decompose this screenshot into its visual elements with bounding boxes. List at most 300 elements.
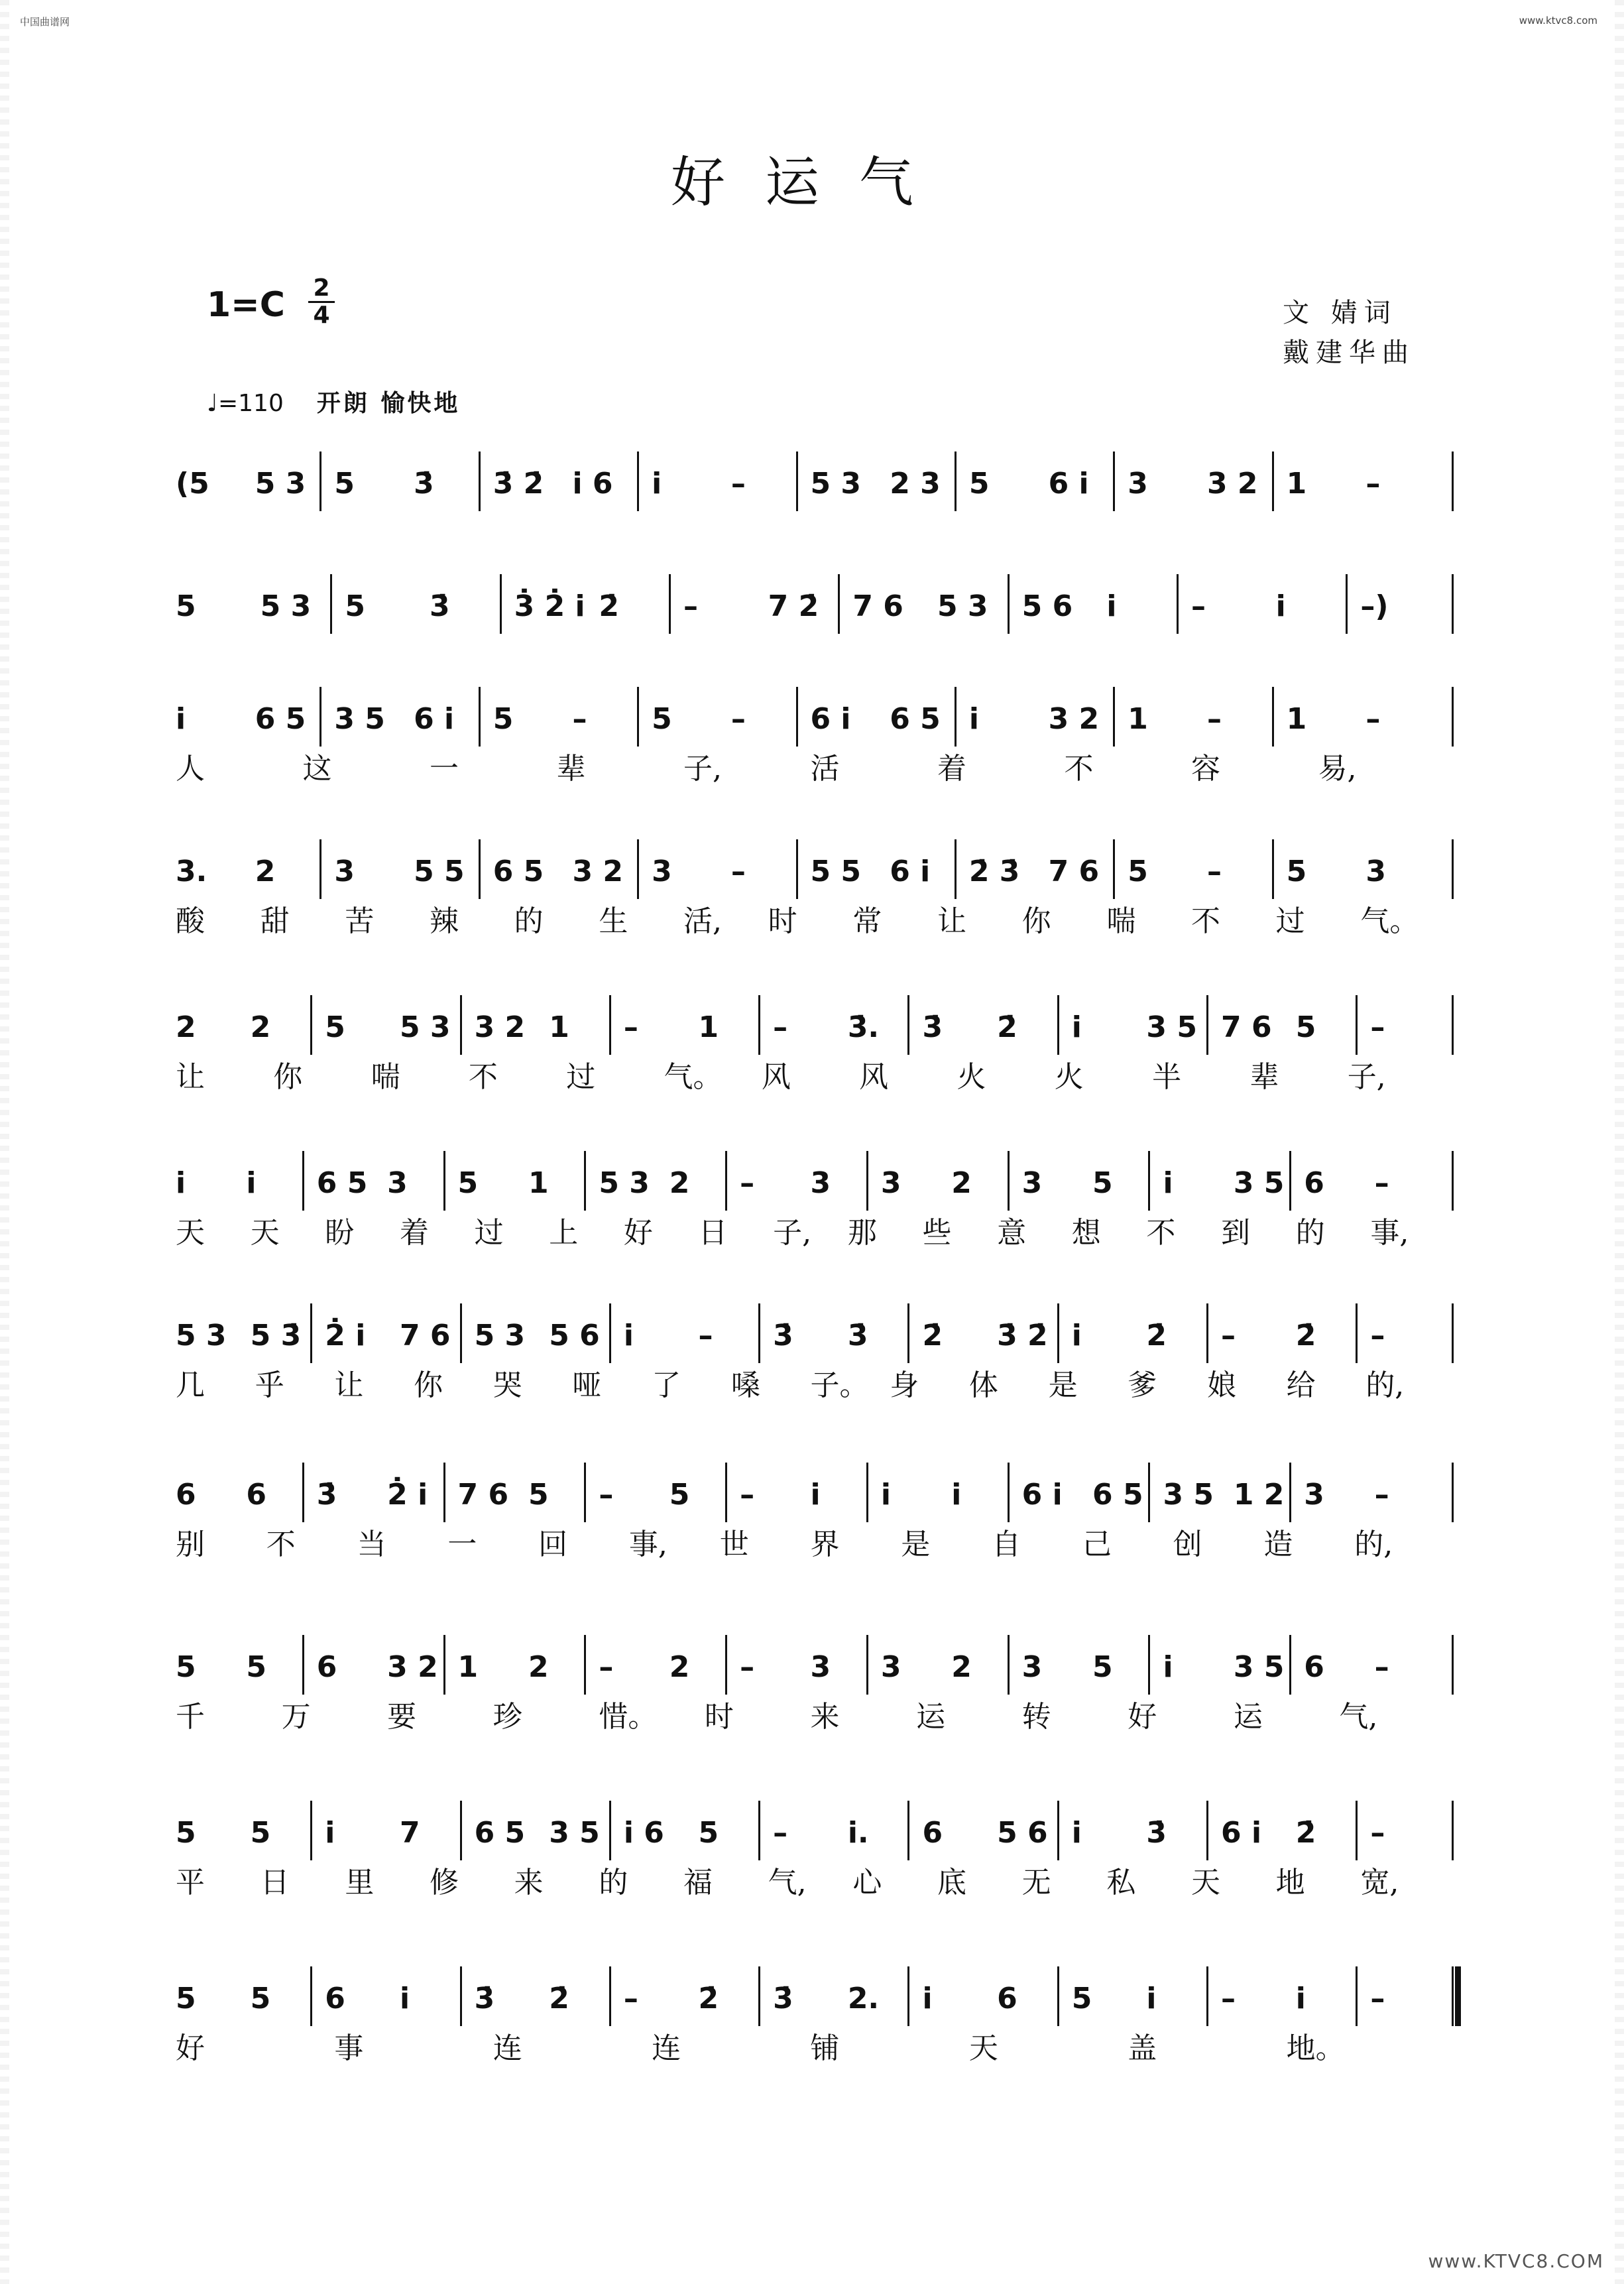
bar-line	[1289, 1463, 1291, 1522]
note: 3 5	[334, 702, 385, 736]
note: 6	[176, 1478, 196, 1512]
note: –	[1374, 1650, 1389, 1684]
note: 3	[652, 855, 672, 888]
bar-line	[500, 574, 502, 634]
lyric-char: 天	[250, 1216, 280, 1250]
bar-line	[1452, 1801, 1454, 1860]
lyric-char: 连	[652, 2031, 681, 2065]
lyric-char: 喘	[371, 1060, 400, 1094]
note: 3 2	[387, 1650, 438, 1684]
lyric-char: 容	[1191, 752, 1220, 786]
lyric-char: 让	[937, 904, 966, 938]
note: 2̇	[922, 1319, 943, 1352]
note: 2̇	[1146, 1319, 1167, 1352]
note: –	[683, 589, 698, 623]
note: 5	[669, 1478, 690, 1512]
lyric-char: 常	[852, 904, 882, 938]
note: –	[623, 1010, 638, 1044]
lyric-char: 气,	[768, 1866, 807, 1899]
lyric-char: 易,	[1318, 752, 1357, 786]
lyric-char: 地	[1275, 1866, 1305, 1899]
bar-line	[1452, 451, 1454, 511]
note: –	[1221, 1319, 1236, 1352]
lyric-char: 的,	[1354, 1528, 1393, 1561]
note: –	[740, 1166, 755, 1200]
note: –	[730, 855, 746, 888]
note: –	[1370, 1010, 1385, 1044]
note: 3̇	[414, 467, 434, 501]
note: 6	[922, 1816, 943, 1850]
note: 3	[1365, 855, 1386, 888]
bar-line	[758, 995, 760, 1055]
note: 5	[176, 1816, 196, 1850]
note: –	[1191, 589, 1206, 623]
note: i	[880, 1478, 891, 1512]
lyric-char: 事,	[1370, 1216, 1409, 1250]
lyric-char: 一	[430, 752, 459, 786]
lyric-char: 想	[1071, 1216, 1101, 1250]
bar-line	[796, 451, 798, 511]
bar-line	[637, 451, 639, 511]
note: 5 3̇	[250, 1319, 302, 1352]
lyric-char: 天	[968, 2031, 998, 2065]
bar-line	[319, 839, 321, 899]
lyric-char: 自	[992, 1528, 1021, 1561]
bar-line	[460, 1801, 462, 1860]
note: –	[730, 702, 746, 736]
lyric-char: 辈	[556, 752, 586, 786]
note: i	[1106, 589, 1117, 623]
lyric-char: 福	[683, 1866, 713, 1899]
lyric-char: 风	[859, 1060, 889, 1094]
lyric-char: 意	[997, 1216, 1027, 1250]
lyric-char: 好	[623, 1216, 653, 1250]
note: 5	[493, 702, 514, 736]
note: 2	[255, 855, 276, 888]
note: 2̇ i	[387, 1478, 428, 1512]
note: –	[599, 1650, 614, 1684]
note: 5 3	[810, 467, 862, 501]
bar-line	[479, 451, 481, 511]
bar-line	[1206, 1303, 1208, 1363]
bar-line	[1272, 451, 1274, 511]
note: i	[399, 1982, 410, 2015]
bar-line	[866, 1151, 868, 1211]
bar-line	[1057, 1966, 1059, 2026]
bar-line	[725, 1151, 727, 1211]
note: 5	[1071, 1982, 1092, 2015]
bar-line	[758, 1303, 760, 1363]
note: i 6	[623, 1816, 664, 1850]
note: 1	[1286, 702, 1307, 736]
note: 5	[345, 589, 365, 623]
lyric-char: 要	[387, 1700, 417, 1734]
note: 3	[1128, 467, 1148, 501]
bar-line	[1113, 687, 1115, 747]
lyric-char: 己	[1082, 1528, 1112, 1561]
note: 3̇	[773, 1982, 793, 2015]
note: 3̇	[847, 1319, 868, 1352]
lyric-char: 万	[281, 1700, 311, 1734]
bar-line	[1289, 1635, 1291, 1695]
note: 6 i	[810, 702, 851, 736]
site-name-left: 中国曲谱网	[20, 16, 70, 28]
note: i	[1071, 1010, 1082, 1044]
lyric-char: 那	[847, 1216, 877, 1250]
lyric-char: 让	[334, 1368, 364, 1402]
note: 3	[1304, 1478, 1324, 1512]
lyric-char: 不	[1146, 1216, 1176, 1250]
lyric-char: 的	[599, 1866, 628, 1899]
lyric-char: 心	[852, 1866, 882, 1899]
note: 5 6	[549, 1319, 600, 1352]
note: –	[599, 1478, 614, 1512]
note: 2 3	[890, 467, 941, 501]
note: 5	[528, 1478, 549, 1512]
note: 3̇	[922, 1010, 943, 1044]
final-bar-line	[1452, 1966, 1461, 2026]
note: i	[652, 467, 662, 501]
bar-line	[1057, 1801, 1059, 1860]
lyric-char: 你	[273, 1060, 303, 1094]
lyric-char: 上	[549, 1216, 579, 1250]
bar-line	[725, 1463, 727, 1522]
lyric-char: 回	[538, 1528, 568, 1561]
note: 5	[325, 1010, 345, 1044]
note: –	[572, 702, 587, 736]
lyric-char: 世	[719, 1528, 749, 1561]
note: –	[730, 467, 746, 501]
lyric-char: 宽,	[1360, 1866, 1399, 1899]
bar-line	[302, 1151, 304, 1211]
note: 7 6	[1221, 1010, 1272, 1044]
note: 3̇ 2̇	[493, 467, 544, 501]
lyric-char: 过	[566, 1060, 596, 1094]
bar-line	[866, 1635, 868, 1695]
bar-line	[955, 839, 957, 899]
note: 5 5	[810, 855, 862, 888]
bar-line	[1272, 687, 1274, 747]
bar-line	[907, 995, 909, 1055]
right-edge-pattern	[1615, 0, 1624, 2284]
note: 1 2	[1233, 1478, 1285, 1512]
note: 3 2	[1206, 467, 1258, 501]
note: 5 6	[1021, 589, 1073, 623]
bar-line	[443, 1151, 445, 1211]
lyric-char: 地。	[1286, 2031, 1345, 2065]
note: 5	[334, 467, 355, 501]
lyric-char: 日	[698, 1216, 728, 1250]
bar-line	[609, 995, 611, 1055]
note: 2	[951, 1166, 972, 1200]
note: i	[922, 1982, 933, 2015]
site-url-right: www.ktvc8.com	[1519, 15, 1597, 27]
lyric-char: 底	[937, 1866, 966, 1899]
bar-line	[460, 995, 462, 1055]
bar-line	[1148, 1151, 1150, 1211]
bar-line	[1057, 1303, 1059, 1363]
lyric-char: 天	[176, 1216, 205, 1250]
note: 6 5	[1092, 1478, 1143, 1512]
note: 3	[880, 1166, 901, 1200]
lyric-char: 这	[302, 752, 332, 786]
note: 3 5	[1233, 1650, 1285, 1684]
bar-line	[1356, 995, 1358, 1055]
lyric-char: 当	[357, 1528, 386, 1561]
note: i	[325, 1816, 335, 1850]
lyric-char: 生	[599, 904, 628, 938]
lyric-char: 娘	[1206, 1368, 1236, 1402]
note: 5 5	[414, 855, 465, 888]
bar-line	[796, 839, 798, 899]
bar-line	[1148, 1463, 1150, 1522]
lyric-char: 喘	[1106, 904, 1136, 938]
note: 5	[457, 1166, 479, 1200]
bar-line	[302, 1635, 304, 1695]
note: 5	[1092, 1650, 1113, 1684]
note: 2̇	[698, 1982, 719, 2015]
note: 7	[399, 1816, 420, 1850]
note: 6 5	[890, 702, 941, 736]
note: 5	[250, 1982, 271, 2015]
note: 5	[1295, 1010, 1316, 1044]
note: 3	[810, 1166, 831, 1200]
note: 5	[246, 1650, 266, 1684]
bar-line	[637, 687, 639, 747]
lyric-char: 人	[176, 752, 205, 786]
note: –	[773, 1010, 788, 1044]
lyric-char: 好	[176, 2031, 205, 2065]
note: –	[1374, 1478, 1389, 1512]
bar-line	[1452, 687, 1454, 747]
note: i	[623, 1319, 634, 1352]
lyric-char: 里	[345, 1866, 375, 1899]
lyric-char: 过	[474, 1216, 504, 1250]
lyric-char: 你	[1021, 904, 1051, 938]
lyric-char: 体	[968, 1368, 998, 1402]
lyric-char: 你	[414, 1368, 443, 1402]
bar-line	[1346, 574, 1348, 634]
lyric-char: 身	[890, 1368, 919, 1402]
tempo-marking: ♩=110 开朗 愉快地	[207, 390, 461, 417]
note: 6 5	[493, 855, 544, 888]
note: –	[1374, 1166, 1389, 1200]
lyric-char: 修	[430, 1866, 459, 1899]
note: 5	[176, 1982, 196, 2015]
lyric-char: 来	[810, 1700, 840, 1734]
lyric-char: 半	[1152, 1060, 1182, 1094]
lyric-char: 子,	[773, 1216, 812, 1250]
lyric-char: 活,	[683, 904, 722, 938]
note: 6	[1304, 1166, 1324, 1200]
bar-line	[479, 839, 481, 899]
lyric-char: 连	[493, 2031, 522, 2065]
bar-line	[1356, 1801, 1358, 1860]
lyric-char: 子。	[810, 1368, 869, 1402]
lyric-char: 哭	[493, 1368, 522, 1402]
bar-line	[1289, 1151, 1291, 1211]
note: 3.	[176, 855, 207, 888]
note: i	[1275, 589, 1286, 623]
lyric-char: 运	[916, 1700, 946, 1734]
note: 7 6	[852, 589, 903, 623]
lyric-char: 几	[176, 1368, 205, 1402]
lyric-char: 造	[1263, 1528, 1293, 1561]
note: 1	[1286, 467, 1307, 501]
note: 5	[176, 1650, 196, 1684]
note: 3̇	[316, 1478, 337, 1512]
note: 3̇.	[847, 1010, 880, 1044]
note: 2̇ i	[325, 1319, 366, 1352]
note: i.	[847, 1816, 869, 1850]
bar-line	[302, 1463, 304, 1522]
lyric-char: 珍	[493, 1700, 522, 1734]
note: 7 6	[1048, 855, 1100, 888]
bar-line	[609, 1801, 611, 1860]
note: 3̇	[773, 1319, 793, 1352]
bar-line	[907, 1303, 909, 1363]
note: 2̇	[1295, 1319, 1316, 1352]
note: 2̇	[599, 589, 619, 623]
note: i	[1071, 1816, 1082, 1850]
note: 3	[810, 1650, 831, 1684]
note: –	[1206, 855, 1222, 888]
note: 3̇	[474, 1982, 495, 2015]
note: 5 3	[399, 1010, 451, 1044]
bar-line	[1452, 1151, 1454, 1211]
bar-line	[725, 1635, 727, 1695]
note: 5 3	[176, 1319, 227, 1352]
lyric-char: 了	[652, 1368, 681, 1402]
watermark: www.KTVC8.COM	[1428, 2250, 1604, 2272]
lyric-char: 一	[447, 1528, 477, 1561]
note: 6 5	[255, 702, 306, 736]
bar-line	[460, 1966, 462, 2026]
lyricist-credit: 文 婧词	[1283, 298, 1397, 328]
time-signature: 2 4	[308, 277, 335, 327]
lyric-char: 火	[957, 1060, 986, 1094]
note: 1	[549, 1010, 569, 1044]
note: 5	[1128, 855, 1148, 888]
note: 5	[652, 702, 672, 736]
lyric-char: 时	[768, 904, 797, 938]
note: 2̇	[1295, 1816, 1316, 1850]
note: –	[698, 1319, 713, 1352]
note: 5	[698, 1816, 719, 1850]
note: 6 i	[1021, 1478, 1063, 1512]
lyric-char: 气。	[664, 1060, 723, 1094]
note: 5 3	[599, 1166, 650, 1200]
bar-line	[443, 1635, 445, 1695]
lyric-char: 盼	[325, 1216, 355, 1250]
note: 3̇ 2̇ i	[514, 589, 585, 623]
bar-line	[1206, 995, 1208, 1055]
song-title: 好运气	[670, 151, 953, 214]
bar-line	[310, 1303, 312, 1363]
bar-line	[1008, 1635, 1010, 1695]
note: 5	[250, 1816, 271, 1850]
lyric-char: 火	[1054, 1060, 1084, 1094]
note: 3 5	[1233, 1166, 1285, 1200]
note: 3	[1021, 1650, 1043, 1684]
bar-line	[866, 1463, 868, 1522]
note: –	[1365, 467, 1381, 501]
note: –	[1221, 1982, 1236, 2015]
note: i	[1146, 1982, 1157, 2015]
note: i 6	[572, 467, 613, 501]
bar-line	[310, 1801, 312, 1860]
bar-line	[637, 839, 639, 899]
bar-line	[796, 687, 798, 747]
lyric-char: 事	[334, 2031, 364, 2065]
note: 6 i	[1048, 467, 1089, 501]
bar-line	[319, 451, 321, 511]
note: 3 5	[1163, 1478, 1214, 1512]
note: 7 6	[457, 1478, 509, 1512]
note: 5	[968, 467, 990, 501]
note: 5 3	[255, 467, 306, 501]
note: 5 3	[474, 1319, 526, 1352]
note: 2	[951, 1650, 972, 1684]
note: –	[1370, 1982, 1385, 2015]
bar-line	[1008, 574, 1010, 634]
note: 6 i	[1221, 1816, 1262, 1850]
lyric-char: 来	[514, 1866, 544, 1899]
bar-line	[1356, 1966, 1358, 2026]
bar-line	[1206, 1801, 1208, 1860]
bar-line	[310, 1966, 312, 2026]
note: 6 5	[316, 1166, 368, 1200]
note: 3̇	[1146, 1816, 1167, 1850]
bar-line	[584, 1151, 586, 1211]
bar-line	[319, 687, 321, 747]
bar-line	[479, 687, 481, 747]
bar-line	[1452, 1463, 1454, 1522]
bar-line	[1008, 1463, 1010, 1522]
note: 1	[457, 1650, 479, 1684]
note: 5 6	[997, 1816, 1048, 1850]
note: 3 2	[474, 1010, 526, 1044]
bar-line	[1452, 839, 1454, 899]
note: i	[1071, 1319, 1082, 1352]
lyric-char: 转	[1021, 1700, 1051, 1734]
lyric-char: 时	[704, 1700, 734, 1734]
note: 6	[997, 1982, 1017, 2015]
bar-line	[1452, 1635, 1454, 1695]
bar-line	[443, 1463, 445, 1522]
lyric-char: 不	[266, 1528, 296, 1561]
note: 5	[176, 589, 196, 623]
bar-line	[1008, 1151, 1010, 1211]
note: 2̇	[997, 1010, 1017, 1044]
note: –	[1370, 1816, 1385, 1850]
bar-line	[955, 451, 957, 511]
lyric-char: 日	[260, 1866, 290, 1899]
lyric-char: 让	[176, 1060, 205, 1094]
bar-line	[1148, 1635, 1150, 1695]
lyric-char: 过	[1275, 904, 1305, 938]
lyric-char: 酸	[176, 904, 205, 938]
bar-line	[330, 574, 332, 634]
note: 2	[176, 1010, 196, 1044]
lyric-char: 不	[468, 1060, 498, 1094]
bar-line	[758, 1966, 760, 2026]
note: 3	[880, 1650, 901, 1684]
note: 6	[316, 1650, 337, 1684]
note: –)	[1360, 589, 1389, 623]
bar-line	[1452, 1303, 1454, 1363]
lyric-char: 千	[176, 1700, 205, 1734]
